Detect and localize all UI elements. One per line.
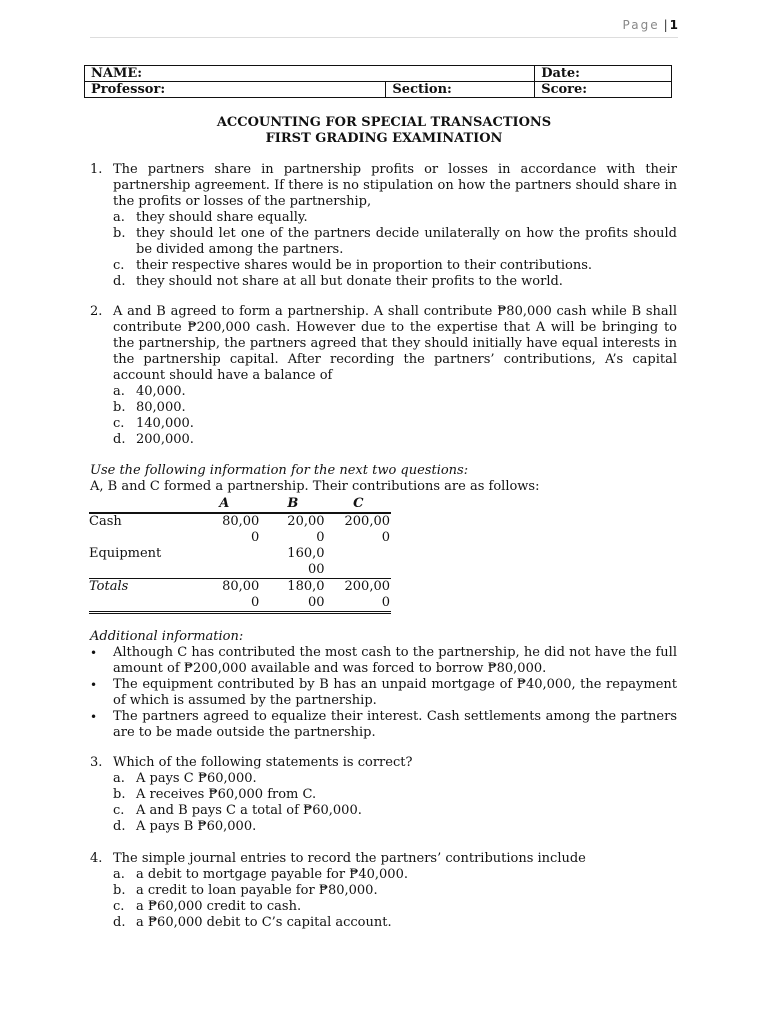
- cell-part: 80,00: [222, 579, 260, 594]
- option-letter: a.: [113, 867, 125, 882]
- exam-title-line1: ACCOUNTING FOR SPECIAL TRANSACTIONS: [216, 115, 552, 130]
- bullet-icon: •: [90, 678, 98, 692]
- exam-title-line2: FIRST GRADING EXAMINATION: [265, 131, 503, 146]
- option-a: [113, 384, 677, 400]
- option-text: their respective shares would be in proportion to their contributions.: [136, 258, 593, 273]
- exam-title: [90, 115, 678, 147]
- cell-part: 0: [251, 595, 260, 610]
- cell-part: 200,00: [344, 579, 390, 594]
- option-text: a ₱60,000 debit to C’s capital account.: [136, 915, 392, 930]
- option-text: they should let one of the partners decide unilaterally on how the profits should be divided among the partners.: [136, 226, 677, 257]
- question-number: 3.: [90, 755, 103, 770]
- cell-a: [188, 546, 260, 579]
- option-text: a ₱60,000 credit to cash.: [136, 899, 302, 914]
- contributions-header-row: [89, 496, 391, 513]
- option-a: [113, 771, 677, 787]
- option-letter: c.: [113, 899, 125, 914]
- equipment-row: [89, 546, 391, 579]
- option-text: they should not share at all but donate their profits to the world.: [136, 274, 563, 289]
- option-text: a debit to mortgage payable for ₱40,000.: [136, 867, 408, 882]
- bullet-text: The partners agreed to equalize their interest. Cash settlements among the partners are to be made outside the partnership.: [113, 709, 677, 740]
- cell-part: 0: [381, 530, 390, 545]
- bullet-item: [90, 645, 677, 677]
- option-a: [113, 210, 677, 226]
- bullet-item: [90, 677, 677, 709]
- cell-b: [260, 546, 325, 579]
- option-b: [113, 226, 677, 258]
- score-field[interactable]: Score:: [535, 82, 672, 98]
- bullet-icon: •: [90, 646, 98, 660]
- cell-part: 20,00: [287, 514, 325, 529]
- option-c: [113, 899, 677, 915]
- question-text: Which of the following statements is correct?: [113, 755, 413, 770]
- cell-part: 0: [381, 595, 390, 610]
- professor-field[interactable]: Professor:: [85, 82, 386, 98]
- cell-b: [260, 579, 325, 613]
- option-text: A pays B ₱60,000.: [136, 819, 257, 834]
- option-letter: b.: [113, 883, 126, 898]
- option-d: [113, 274, 677, 290]
- question-1: [90, 162, 677, 290]
- date-field[interactable]: Date:: [535, 66, 672, 82]
- option-text: A pays C ₱60,000.: [136, 771, 257, 786]
- option-letter: d.: [113, 819, 126, 834]
- header-c: C: [326, 496, 391, 513]
- question-3: [90, 755, 677, 835]
- option-c: [113, 258, 677, 274]
- question-text: A and B agreed to form a partnership. A shall contribute ₱80,000 cash while B shall contribute ₱200,000 cash. However due to the expertise that A will be bringing to the partnership, the partners agreed that they should initially have equal interests in the partnership capital. After recording the partners’ contributions, A’s capital account should have a balance of: [113, 304, 677, 383]
- cell-a: [188, 513, 260, 546]
- option-letter: b.: [113, 226, 126, 241]
- page-header: Page | 1: [622, 18, 678, 32]
- option-letter: c.: [113, 258, 125, 273]
- shared-info-intro: [90, 463, 677, 495]
- option-text: A and B pays C a total of ₱60,000.: [136, 803, 362, 818]
- option-letter: b.: [113, 400, 126, 415]
- option-letter: d.: [113, 274, 126, 289]
- option-d: [113, 915, 677, 931]
- statement-text: A, B and C formed a partnership. Their contributions are as follows:: [90, 479, 540, 494]
- question-number: 4.: [90, 851, 103, 866]
- option-c: [113, 803, 677, 819]
- option-a: [113, 867, 677, 883]
- option-b: [113, 883, 677, 899]
- cash-row: [89, 513, 391, 546]
- cell-a: [188, 579, 260, 613]
- option-d: [113, 819, 677, 835]
- cell-part: 180,0: [287, 579, 325, 594]
- option-letter: c.: [113, 416, 125, 431]
- cell-c: [326, 579, 391, 613]
- contributions-table: [89, 496, 391, 614]
- row-label: Cash: [89, 514, 122, 529]
- page-number: 1: [669, 18, 678, 32]
- header-blank: [89, 496, 188, 513]
- name-field[interactable]: NAME:: [85, 66, 535, 82]
- row-label: Equipment: [89, 546, 162, 561]
- option-text: 200,000.: [136, 432, 194, 447]
- option-letter: a.: [113, 210, 125, 225]
- cell-part: 200,00: [344, 514, 390, 529]
- cell-part: 0: [316, 530, 325, 545]
- bullet-item: [90, 709, 677, 741]
- question-text: The partners share in partnership profits or losses in accordance with their partnership agreement. If there is no stipulation on how the partners should share in the profits or losses of the partnership,: [113, 162, 677, 209]
- option-letter: d.: [113, 432, 126, 447]
- option-text: they should share equally.: [136, 210, 308, 225]
- question-number: 1.: [90, 162, 103, 177]
- header-a: A: [188, 496, 260, 513]
- cell-part: 160,0: [287, 546, 325, 561]
- option-text: 40,000.: [136, 384, 186, 399]
- option-text: 140,000.: [136, 416, 194, 431]
- cell-part: 0: [251, 530, 260, 545]
- cell-part: 80,00: [222, 514, 260, 529]
- bullet-text: Although C has contributed the most cash to the partnership, he did not have the full amount of ₱200,000 available and was forced to borrow ₱80,000.: [113, 645, 677, 676]
- additional-information: [90, 629, 677, 741]
- cell-part: 00: [307, 562, 325, 577]
- option-b: [113, 787, 677, 803]
- bullet-text: The equipment contributed by B has an unpaid mortgage of ₱40,000, the repayment of which is assumed by the partnership.: [113, 677, 677, 708]
- question-4: [90, 851, 677, 931]
- option-d: [113, 432, 677, 448]
- option-text: A receives ₱60,000 from C.: [136, 787, 317, 802]
- instruction-text: Use the following information for the next two questions:: [90, 463, 469, 478]
- cell-c: [326, 513, 391, 546]
- option-letter: a.: [113, 771, 125, 786]
- cell-b: [260, 513, 325, 546]
- option-text: 80,000.: [136, 400, 186, 415]
- bullet-icon: •: [90, 710, 98, 724]
- question-text: The simple journal entries to record the partners’ contributions include: [113, 851, 586, 866]
- option-text: a credit to loan payable for ₱80,000.: [136, 883, 378, 898]
- question-2: [90, 304, 677, 448]
- option-letter: d.: [113, 915, 126, 930]
- totals-row: [89, 579, 391, 613]
- section-field[interactable]: Section:: [386, 82, 535, 98]
- option-b: [113, 400, 677, 416]
- cell-c: [326, 546, 391, 579]
- page-label: Page: [622, 18, 660, 32]
- row-label: Totals: [89, 579, 188, 613]
- question-number: 2.: [90, 304, 103, 319]
- option-letter: a.: [113, 384, 125, 399]
- header-b: B: [260, 496, 325, 513]
- student-info-table: [84, 65, 672, 98]
- cell-part: 00: [307, 595, 325, 610]
- option-letter: c.: [113, 803, 125, 818]
- option-c: [113, 416, 677, 432]
- header-divider: [90, 37, 678, 38]
- additional-heading: Additional information:: [90, 629, 244, 644]
- option-letter: b.: [113, 787, 126, 802]
